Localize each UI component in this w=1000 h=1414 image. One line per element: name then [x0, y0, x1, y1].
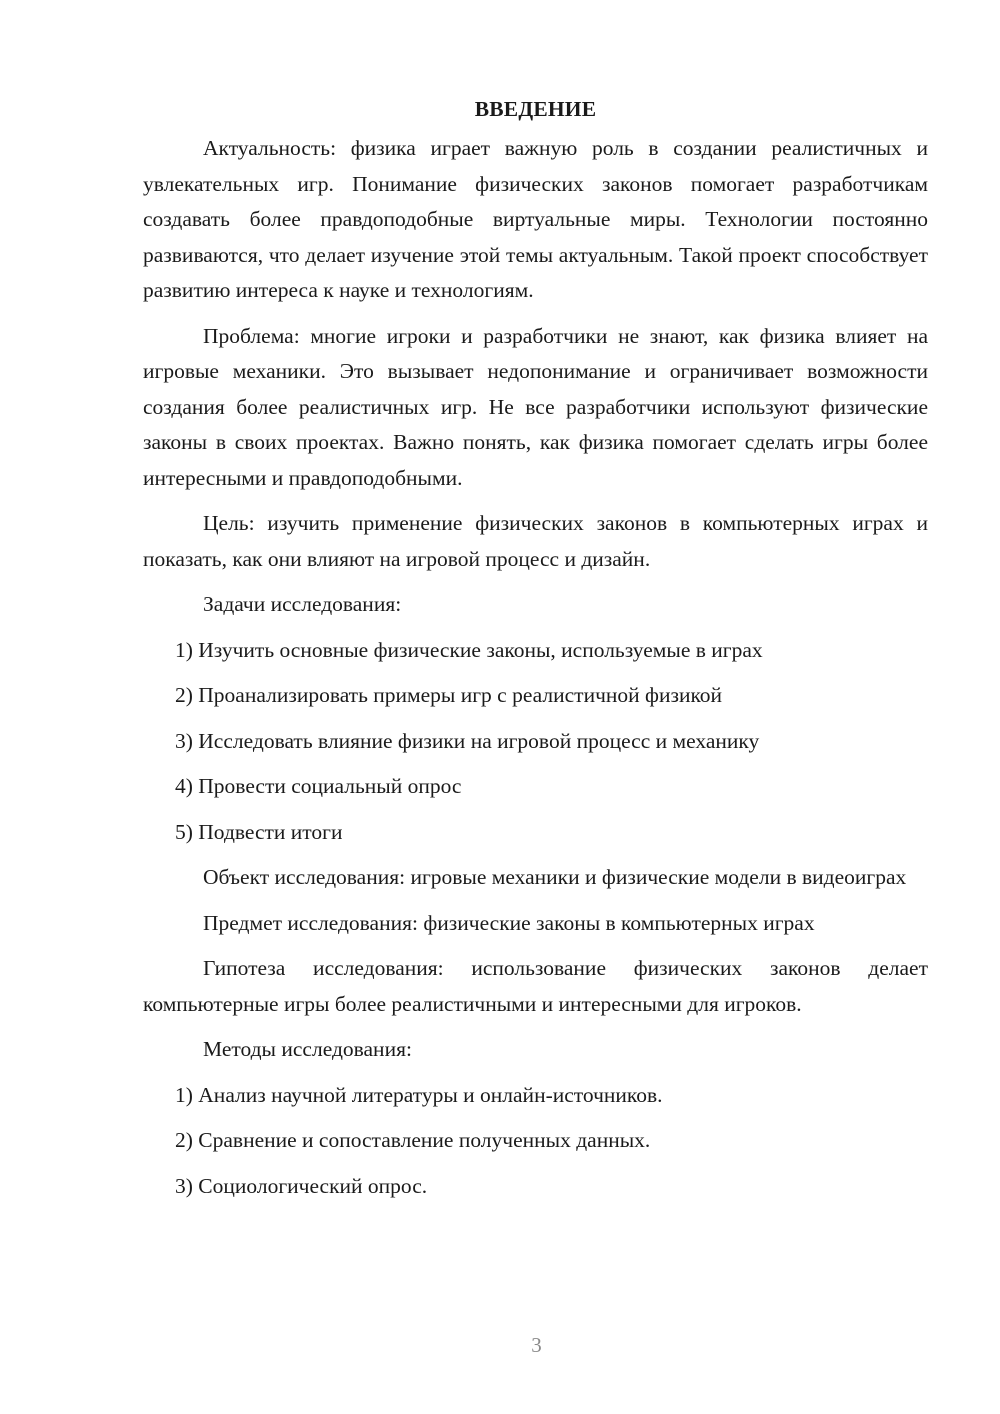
list-item: 2) Сравнение и сопоставление полученных данных. [175, 1128, 651, 1152]
paragraph-goal: Цель: изучить применение физических законов в компьютерных играх и показать, как они влияют на игровой процесс и дизайн. [143, 511, 928, 571]
methods-list [143, 1078, 928, 1205]
list-item: 2) Проанализировать примеры игр с реалистичной физикой [175, 683, 723, 707]
paragraph-relevance: Актуальность: физика играет важную роль в создании реалистичных и увлекательных игр. Понимание физических законов помогает разработчикам создавать более правдоподобные виртуальные миры. Технологии постоянно развиваются, что делает изучение этой темы актуальным. Такой проект способствует развитию интереса к науке и технологиям. [143, 136, 928, 302]
paragraph-hypothesis: Гипотеза исследования: использование физических законов делает компьютерные игры более реалистичными и интересными для игроков. [143, 956, 928, 1016]
list-item: 3) Исследовать влияние физики на игровой процесс и механику [175, 728, 760, 753]
list-item: 1) Анализ научной литературы и онлайн-источников. [175, 1082, 663, 1107]
document-page [143, 95, 928, 1214]
methods-label: Методы исследования: [203, 1037, 412, 1061]
paragraph-problem: Проблема: многие игроки и разработчики не знают, как физика влияет на игровые механики. Это вызывает недопонимание и ограничивает возможности создания более реалистичных игр. Не все разработчики используют физические законы в своих проектах. Важно понять, как физика помогает сделать игры более интересными и правдоподобными. [143, 323, 928, 490]
list-item: 3) Социологический опрос. [175, 1173, 428, 1198]
paragraph-subject: Предмет исследования: физические законы в компьютерных играх [203, 910, 815, 935]
tasks-label: Задачи исследования: [203, 592, 402, 616]
list-item: 4) Провести социальный опрос [175, 774, 462, 798]
list-item: 5) Подвести итоги [175, 819, 343, 844]
page-number: 3 [531, 1333, 542, 1357]
paragraph-object: Объект исследования: игровые механики и физические модели в видеоиграх [203, 865, 907, 889]
tasks-list [143, 633, 928, 851]
page-title: ВВЕДЕНИЕ [474, 97, 597, 121]
list-item: 1) Изучить основные физические законы, используемые в играх [175, 637, 763, 662]
